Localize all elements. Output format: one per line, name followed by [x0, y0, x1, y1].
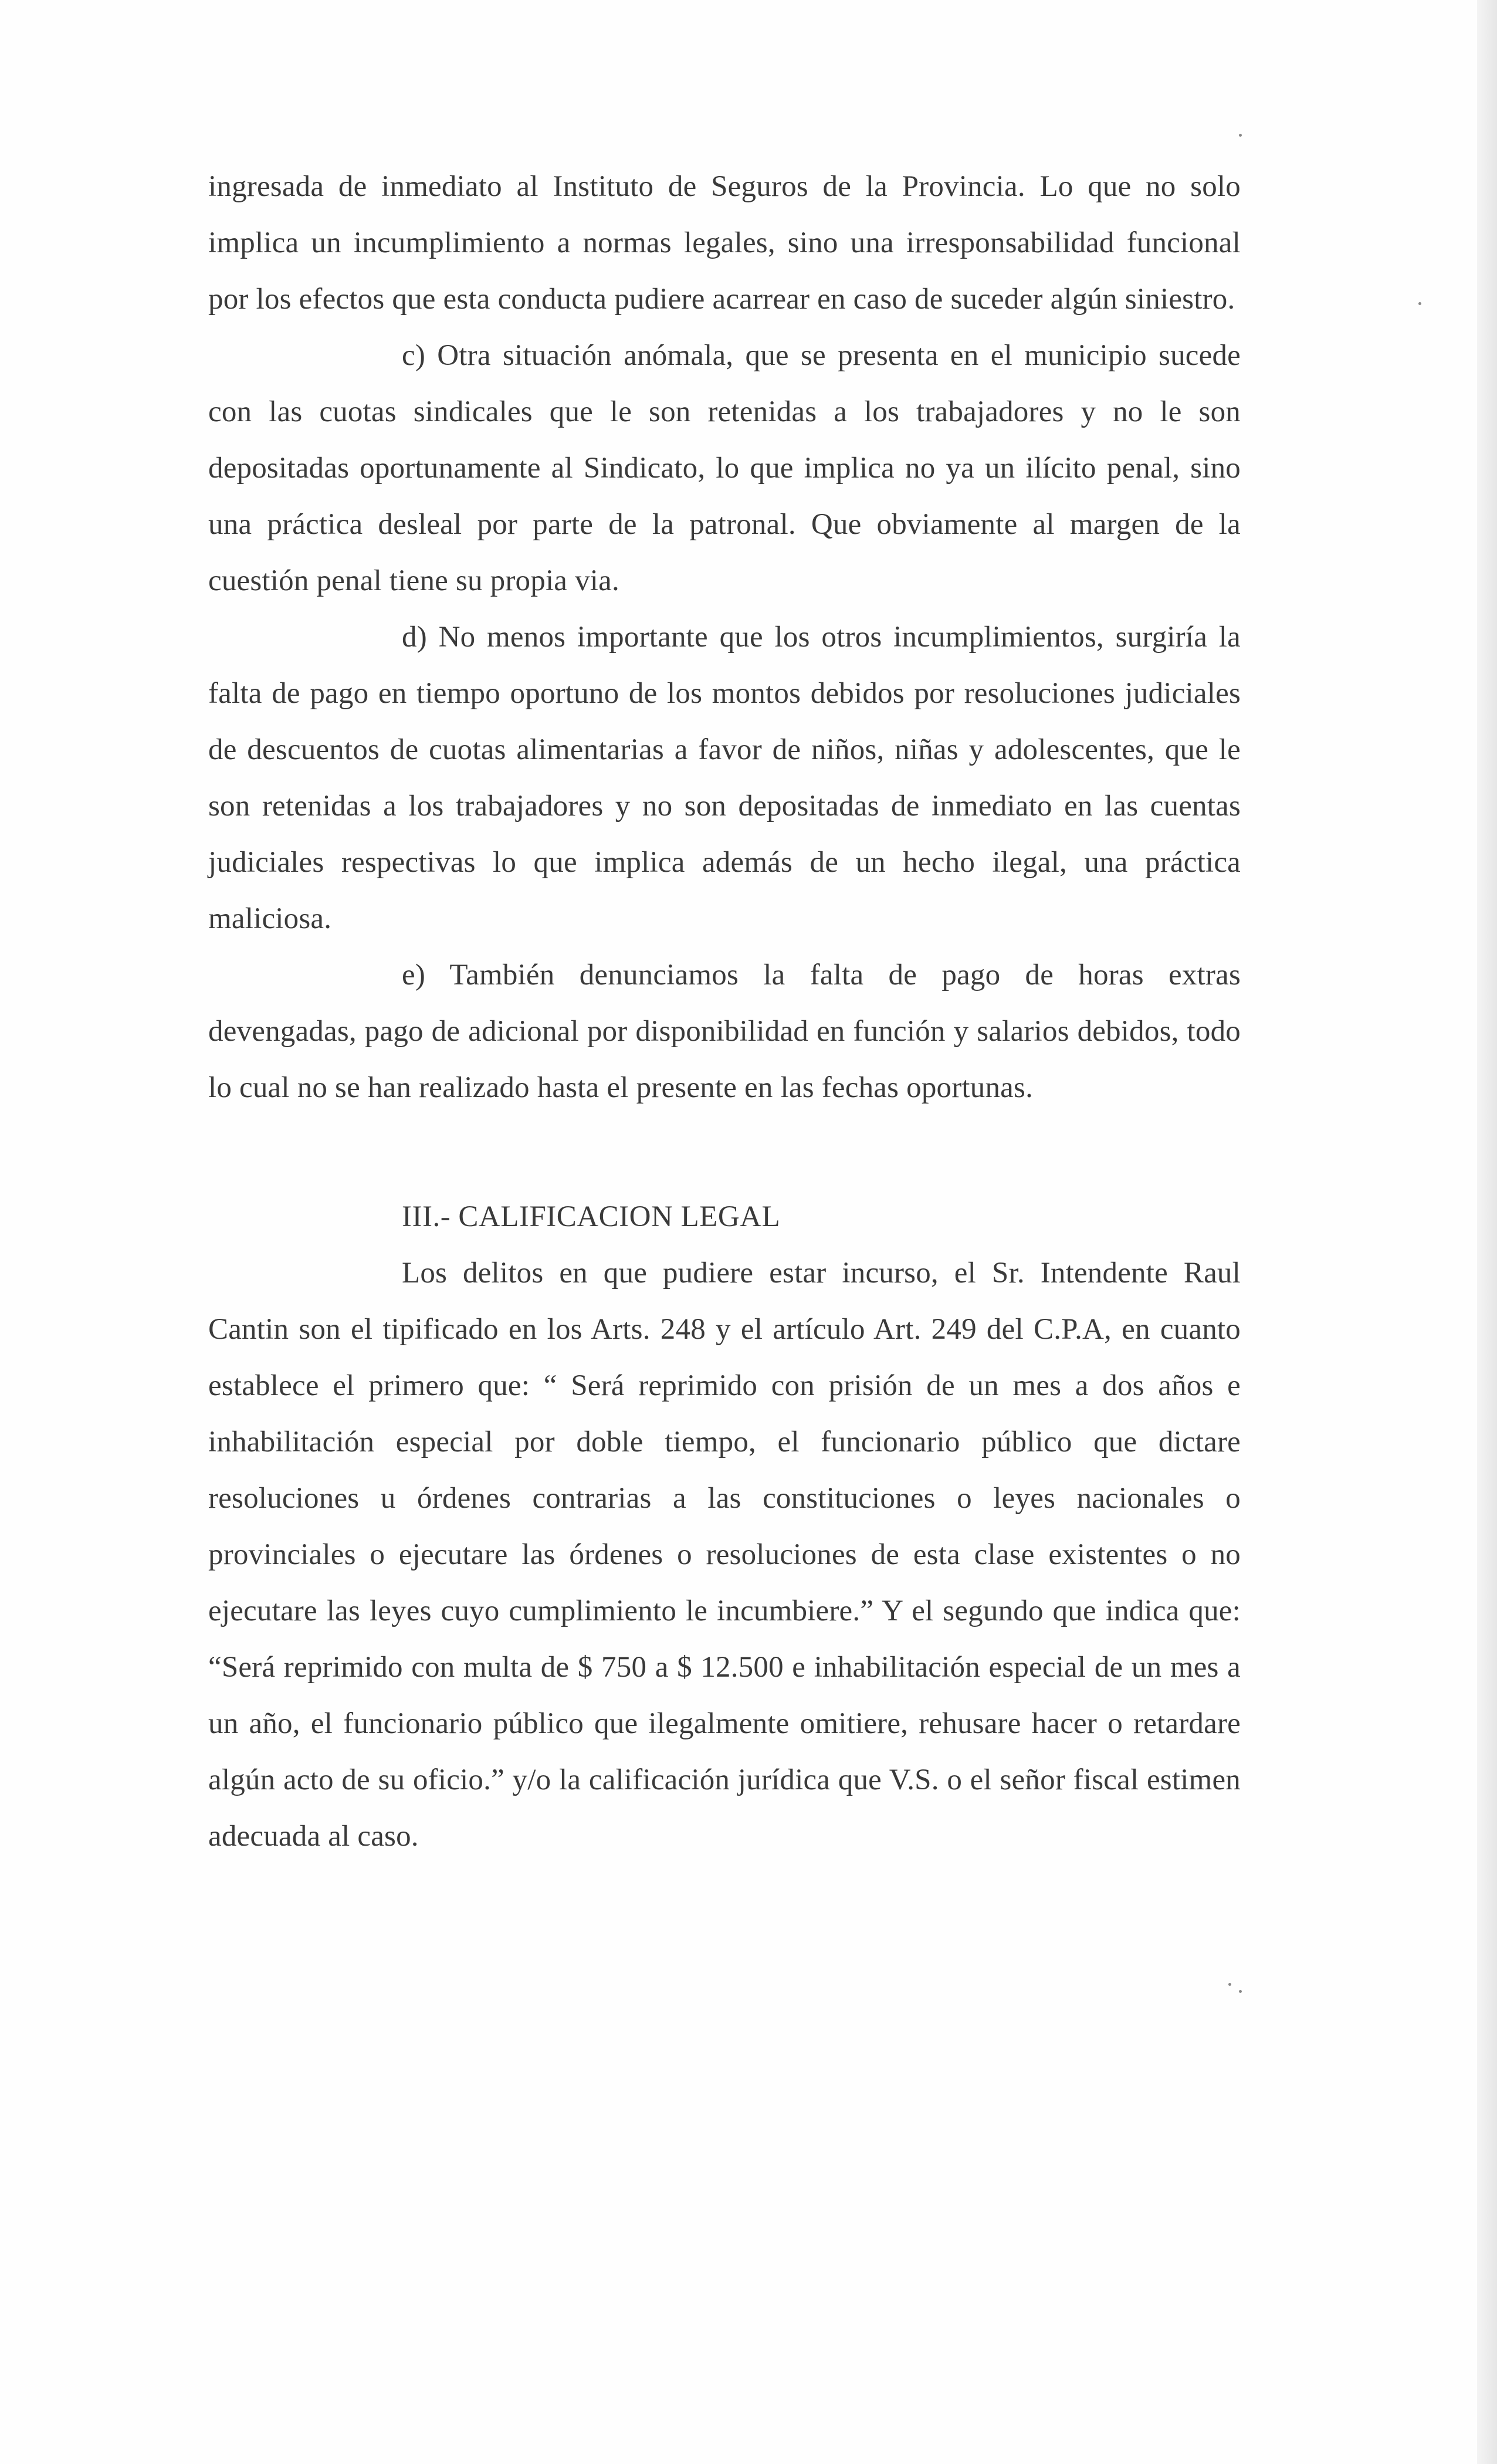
paragraph-d: d) No menos importante que los otros incumplimientos, surgiría la falta de pago en tiempo oportuno de los montos debidos por resoluciones judiciales de descuentos de cuotas alimentarias a favor de niños, niñas y adolescentes, que le son retenidas a los trabajadores y no son depositadas de inmediato en las cuentas judiciales respectivas lo que implica además de un hecho ilegal, una práctica maliciosa. [208, 621, 1241, 935]
paragraph-continuation: ingresada de inmediato al Instituto de Seguros de la Provincia. Lo que no solo implica un incumplimiento a normas legales, sino una irresponsabilidad funcional por los efectos que esta conducta pudiere acarrear en caso de suceder algún siniestro. [208, 170, 1241, 316]
paragraph-e: e) También denunciamos la falta de pago de horas extras devengadas, pago de adicional por disponibilidad en función y salarios debidos, todo lo cual no se han realizado hasta el presente en las fechas oportunas. [208, 959, 1241, 1104]
scan-edge-shadow [1477, 0, 1497, 2464]
section-heading: III.- CALIFICACION LEGAL [402, 1200, 781, 1233]
stray-mark [1239, 134, 1242, 137]
stray-mark [1239, 1990, 1242, 1993]
document-body [208, 158, 1241, 1864]
paragraph-legal-qualification: Los delitos en que pudiere estar incurso, el Sr. Intendente Raul Cantin son el tipificado en los Arts. 248 y el artículo Art. 249 del C.P.A, en cuanto establece el primero que: “ Será reprimido con prisión de un mes a dos años e inhabilitación especial por doble tiempo, el funcionario público que dictare resoluciones u órdenes contrarias a las constituciones o leyes nacionales o provinciales o ejecutare las órdenes o resoluciones de esta clase existentes o no ejecutare las leyes cuyo cumplimiento le incumbiere.” Y el segundo que indica que: “Será reprimido con multa de $ 750 a $ 12.500 e inhabilitación especial de un mes a un año, el funcionario público que ilegalmente omitiere, rehusare hacer o retardare algún acto de su oficio.” y/o la calificación jurídica que V.S. o el señor fiscal estimen adecuada al caso. [208, 1257, 1241, 1853]
stray-mark [1228, 1983, 1231, 1986]
stray-mark [1418, 302, 1421, 305]
paragraph-c: c) Otra situación anómala, que se presenta en el municipio sucede con las cuotas sindicales que le son retenidas a los trabajadores y no le son depositadas oportunamente al Sindicato, lo que implica no ya un ilícito penal, sino una práctica desleal por parte de la patronal. Que obviamente al margen de la cuestión penal tiene su propia via. [208, 339, 1241, 597]
